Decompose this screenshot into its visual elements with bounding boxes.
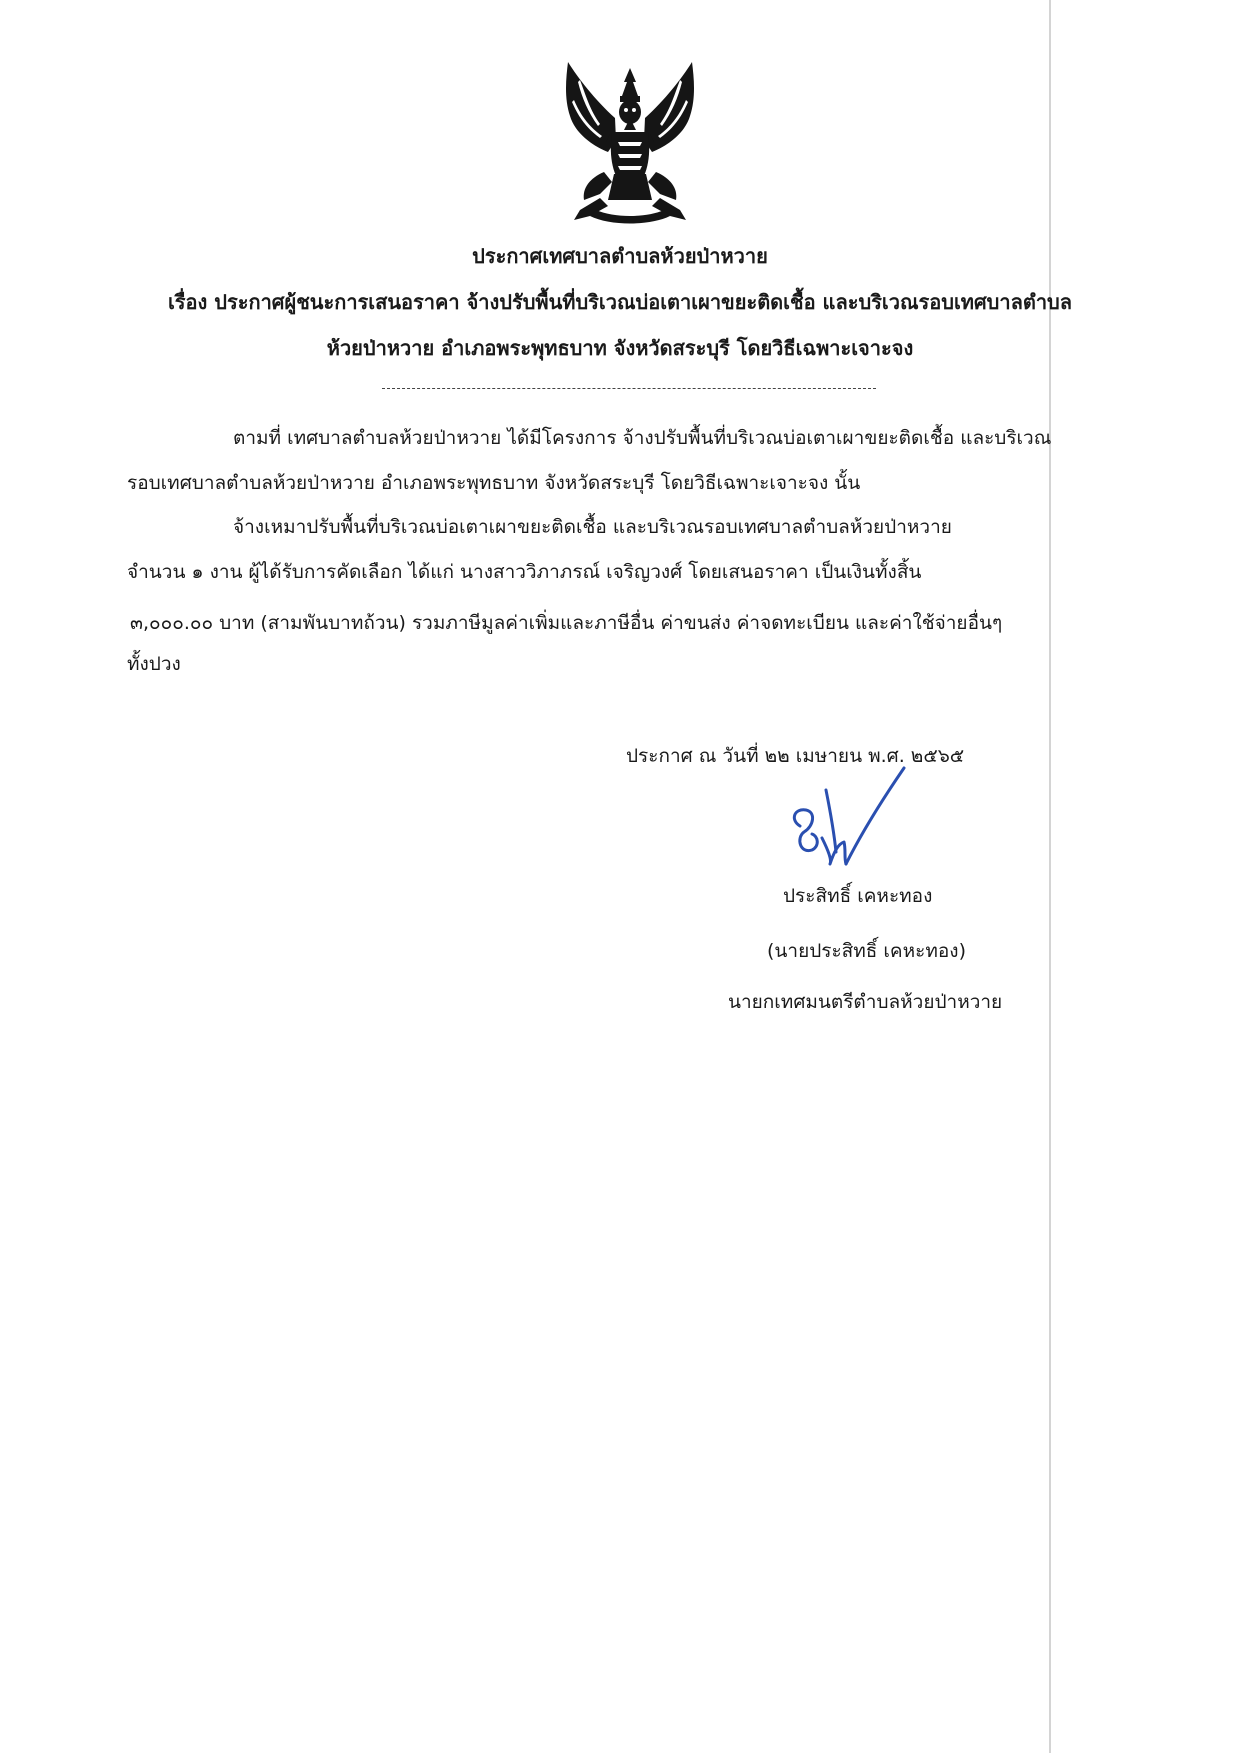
subject-line-1: เรื่อง ประกาศผู้ชนะการเสนอราคา จ้างปรับพื้นที่บริเวณบ่อเตาเผาขยะติดเชื้อ และบริเวณรอบเทศบาลตำบล [167, 290, 1073, 314]
signatory-full-name: (นายประสิทธิ์ เคหะทอง) [767, 940, 966, 962]
paragraph2-line3: ๓,๐๐๐.๐๐ บาท (สามพันบาทถ้วน) รวมภาษีมูลค่าเพิ่มและภาษีอื่น ค่าขนส่ง ค่าจดทะเบียน และค่าใช้จ่ายอื่นๆ [130, 612, 1003, 634]
paragraph1-line2: รอบเทศบาลตำบลห้วยป่าหวาย อำเภอพระพุทธบาท จังหวัดสระบุรี โดยวิธีเฉพาะเจาะจง นั้น [127, 472, 861, 494]
announcement-date: ประกาศ ณ วันที่ ๒๒ เมษายน พ.ศ. ๒๕๖๕ [626, 745, 965, 767]
announcement-title: ประกาศเทศบาลตำบลห้วยป่าหวาย [472, 244, 768, 268]
signatory-position: นายกเทศมนตรีตำบลห้วยป่าหวาย [728, 991, 1003, 1013]
paragraph2-line2: จำนวน ๑ งาน ผู้ได้รับการคัดเลือก ได้แก่ นางสาววิภาภรณ์ เจริญวงศ์ โดยเสนอราคา เป็นเงินทั้งสิ้น [127, 561, 922, 583]
handwritten-signature-icon [782, 760, 922, 880]
signatory-name: ประสิทธิ์ เคหะทอง [783, 885, 933, 907]
paragraph1-line1: ตามที่ เทศบาลตำบลห้วยป่าหวาย ได้มีโครงการ จ้างปรับพื้นที่บริเวณบ่อเตาเผาขยะติดเชื้อ และบริเวณ [233, 427, 1052, 449]
paragraph2-line4: ทั้งปวง [127, 653, 181, 675]
garuda-emblem-icon [560, 60, 700, 228]
dashed-divider [382, 388, 876, 389]
subject-line-2: ห้วยป่าหวาย อำเภอพระพุทธบาท จังหวัดสระบุรี โดยวิธีเฉพาะเจาะจง [326, 336, 914, 360]
paragraph2-line1: จ้างเหมาปรับพื้นที่บริเวณบ่อเตาเผาขยะติดเชื้อ และบริเวณรอบเทศบาลตำบลห้วยป่าหวาย [233, 516, 952, 538]
